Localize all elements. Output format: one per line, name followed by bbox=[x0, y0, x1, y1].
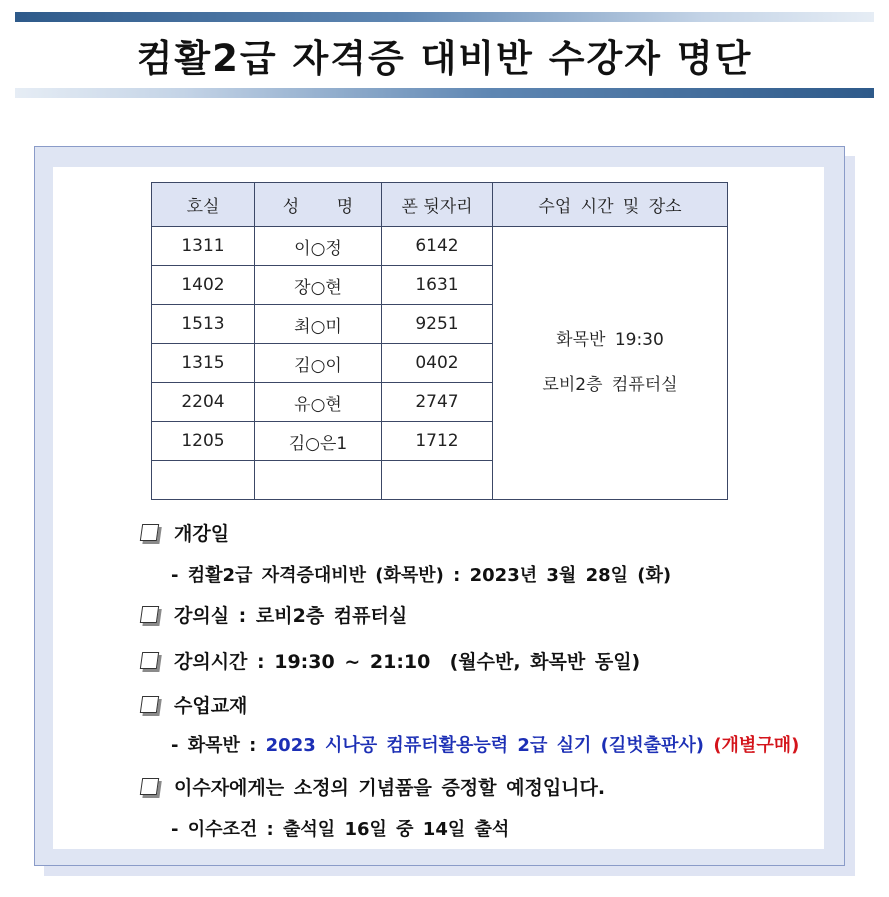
cell-phone: 2747 bbox=[382, 383, 493, 422]
checkbox-icon bbox=[140, 696, 159, 713]
table-row bbox=[152, 227, 728, 266]
header-bar-bottom bbox=[15, 88, 874, 98]
note-opening-date-detail: - 컴활2급 자격증대비반 (화목반) : 2023년 3월 28일 (화) bbox=[171, 565, 672, 586]
note-label: 이수자에게는 소정의 기념품을 증정할 예정입니다. bbox=[174, 777, 606, 799]
note-textbook bbox=[141, 691, 247, 718]
cell-room: 1513 bbox=[152, 305, 255, 344]
page-title: 컴활2급 자격증 대비반 수강자 명단 bbox=[136, 37, 753, 80]
checkbox-icon bbox=[140, 778, 159, 795]
cell-phone: 1631 bbox=[382, 266, 493, 305]
class-time: 화목반 19:30 bbox=[556, 330, 664, 350]
cell-phone: 9251 bbox=[382, 305, 493, 344]
cell-name: 장○현 bbox=[255, 266, 382, 305]
note-opening-date bbox=[141, 519, 229, 546]
cell-room: 2204 bbox=[152, 383, 255, 422]
checkbox-icon bbox=[140, 606, 159, 623]
cell-name: 이○정 bbox=[255, 227, 382, 266]
table-header-row bbox=[152, 183, 728, 227]
note-completion-condition: - 이수조건 : 출석일 16일 중 14일 출석 bbox=[171, 819, 510, 840]
cell-phone: 6142 bbox=[382, 227, 493, 266]
content-panel bbox=[34, 146, 845, 866]
cell-class-info bbox=[493, 227, 728, 500]
cell-phone: 0402 bbox=[382, 344, 493, 383]
cell-room: 1315 bbox=[152, 344, 255, 383]
checkbox-icon bbox=[140, 524, 159, 541]
cell-name bbox=[255, 461, 382, 500]
cell-room: 1311 bbox=[152, 227, 255, 266]
cell-room: 1402 bbox=[152, 266, 255, 305]
header-class-info: 수업 시간 및 장소 bbox=[493, 183, 728, 227]
cell-room: 1205 bbox=[152, 422, 255, 461]
cell-name: 최○미 bbox=[255, 305, 382, 344]
content-inner bbox=[53, 167, 824, 849]
note-souvenir bbox=[141, 773, 605, 800]
textbook-title: 2023 시나공 컴퓨터활용능력 2급 실기 (길벗출판사) bbox=[265, 735, 705, 756]
class-location: 로비2층 컴퓨터실 bbox=[542, 375, 678, 395]
note-label: 개강일 bbox=[174, 523, 230, 545]
header-name: 성 명 bbox=[255, 183, 382, 227]
header-bar-top bbox=[15, 12, 874, 22]
note-label: 강의실 : 로비2층 컴퓨터실 bbox=[174, 605, 408, 627]
cell-name: 유○현 bbox=[255, 383, 382, 422]
header-room: 호실 bbox=[152, 183, 255, 227]
note-classroom bbox=[141, 601, 407, 628]
cell-name: 김○이 bbox=[255, 344, 382, 383]
cell-phone bbox=[382, 461, 493, 500]
note-textbook-detail bbox=[171, 731, 799, 757]
cell-phone: 1712 bbox=[382, 422, 493, 461]
note-label: 강의시간 : 19:30 ~ 21:10 (월수반, 화목반 동일) bbox=[174, 651, 641, 673]
header-phone: 폰 뒷자리 bbox=[382, 183, 493, 227]
cell-room bbox=[152, 461, 255, 500]
textbook-class: - 화목반 : bbox=[171, 735, 266, 756]
note-class-time bbox=[141, 647, 640, 674]
cell-name: 김○은1 bbox=[255, 422, 382, 461]
note-label: 수업교재 bbox=[174, 695, 248, 717]
checkbox-icon bbox=[140, 652, 159, 669]
purchase-note: (개별구매) bbox=[713, 735, 800, 756]
roster-table bbox=[151, 182, 728, 500]
